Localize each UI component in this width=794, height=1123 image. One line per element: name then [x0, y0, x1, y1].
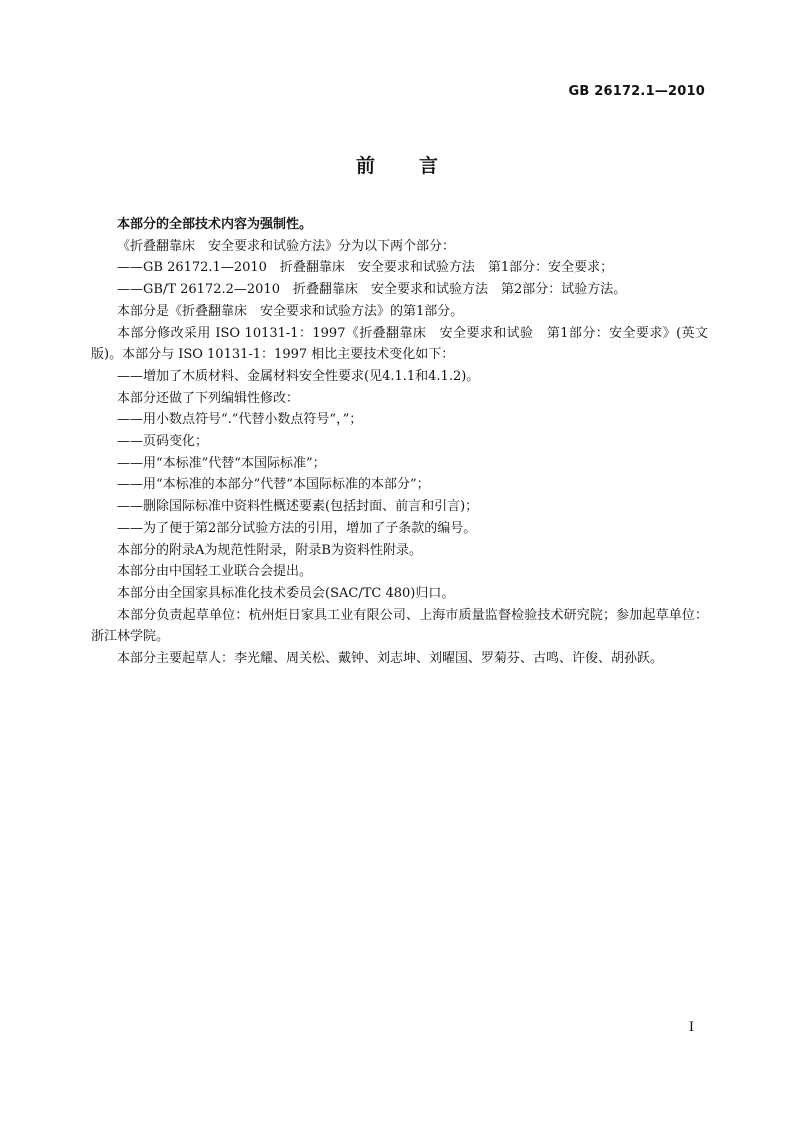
- paragraph-tech-change: ——增加了木质材料、金属材料安全性要求(见4.1.1和4.1.2)。: [117, 368, 480, 384]
- paragraph-iso-adoption: 本部分修改采用 ISO 10131-1：1997《折叠翻靠床 安全要求和试验 第1部分：安全要求》(英文版)。本部分与 ISO 10131-1：1997 相比主要技术变化如下：: [91, 325, 708, 363]
- paragraph-drafters: 本部分主要起草人：李光耀、周关松、戴钟、刘志坤、刘曜国、罗菊芬、古鸣、许俊、胡孙跃。: [117, 651, 664, 667]
- paragraph-this-part: 本部分是《折叠翻靠床 安全要求和试验方法》的第1部分。: [117, 303, 464, 319]
- paragraph-annex: 本部分的附录A为规范性附录，附录B为资料性附录。: [117, 542, 422, 558]
- foreword-body: [91, 214, 708, 670]
- paragraph-part-2: ——GB/T 26172.2—2010 折叠翻靠床 安全要求和试验方法 第2部分：试验方法。: [117, 282, 627, 298]
- paragraph-editorial-part: ——用“本标准的本部分”代替“本国际标准的本部分”；: [117, 477, 430, 493]
- paragraph-drafting-units: 本部分负责起草单位：杭州炬日家具工业有限公司、上海市质量监督检验技术研究院；参加起草单位：浙江林学院。: [91, 607, 708, 645]
- paragraph-editorial-decimal: ——用小数点符号“.”代替小数点符号“，”；: [117, 412, 363, 428]
- paragraph-editorial-intro: 本部分还做了下列编辑性修改：: [117, 390, 300, 406]
- paragraph-part-1: ——GB 26172.1—2010 折叠翻靠床 安全要求和试验方法 第1部分：安全要求；: [117, 260, 614, 276]
- paragraph-mandatory-statement: 本部分的全部技术内容为强制性。: [117, 217, 313, 232]
- page-title: 前言: [355, 155, 482, 177]
- paragraph-editorial-page: ——页码变化；: [117, 434, 209, 450]
- paragraph-editorial-delete: ——删除国际标准中资料性概述要素(包括封面、前言和引言)；: [117, 499, 479, 515]
- paragraph-parts-intro: 《折叠翻靠床 安全要求和试验方法》分为以下两个部分：: [117, 238, 456, 254]
- page-number: I: [688, 1020, 694, 1035]
- paragraph-centralized-by: 本部分由全国家具标准化技术委员会(SAC/TC 480)归口。: [117, 585, 455, 601]
- paragraph-proposed-by: 本部分由中国轻工业联合会提出。: [117, 564, 313, 580]
- standard-number: GB 26172.1—2010: [568, 84, 705, 99]
- paragraph-editorial-standard: ——用“本标准”代替“本国际标准”；: [117, 455, 326, 471]
- paragraph-editorial-numbering: ——为了便于第2部分试验方法的引用，增加了子条款的编号。: [117, 520, 477, 536]
